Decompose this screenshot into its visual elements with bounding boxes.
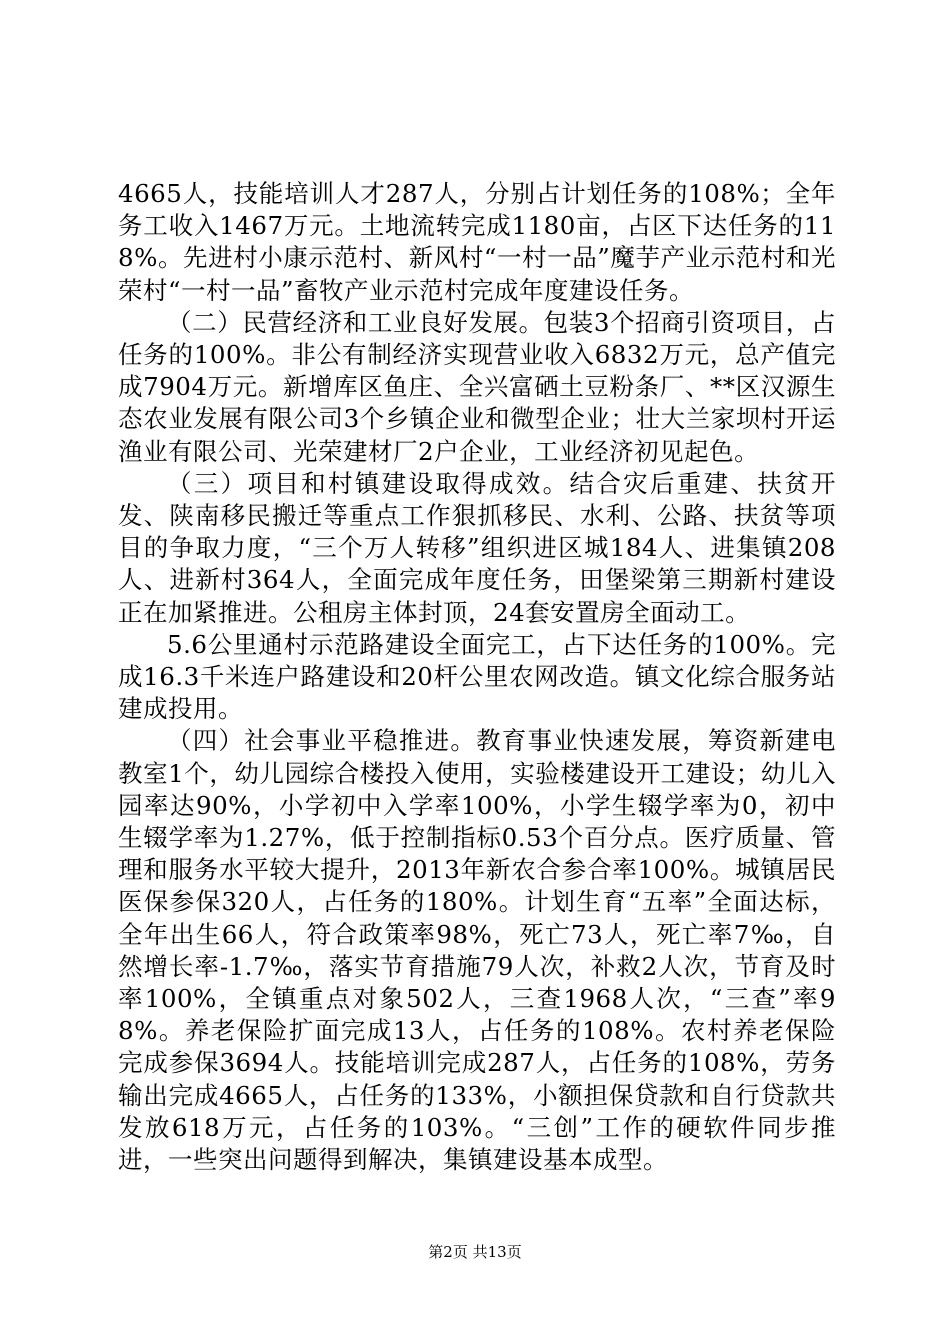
paragraph-social-affairs: （四）社会事业平稳推进。教育事业快速发展，筹资新建电教室1个，幼儿园综合楼投入使用，实验楼建设开工建设；幼儿入园率达90%，小学初中入学率100%，小学生辍学率为0，初中生辍学率为1.27%，低于控制指标0.53个百分点。医疗质量、管理和服务水平较大提升，2013年新农合参合率100%。城镇居民医保参保320人，占任务的180%。计划生育“五率”全面达标，全年出生66人，符合政策率98%，死亡73人，死亡率7‰，自然增长率-1.7‰，落实节育措施79人次，补救2人次，节育及时率100%，全镇重点对象502人，三查1968人次，“三查”率98%。养老保险扩面完成13人，占任务的108%。农村养老保险完成参保3694人。技能培训完成287人，占任务的108%，劳务输出完成4665人，占任务的133%，小额担保贷款和自行贷款共发放618万元，占任务的103%。“三创”工作的硬软件同步推进，一些突出问题得到解决，集镇建设基本成型。: [118, 726, 836, 1175]
page-number-label: 第2页 共13页: [428, 1243, 522, 1261]
page-footer: [0, 1243, 950, 1261]
paragraph-project-construction: （三）项目和村镇建设取得成效。结合灾后重建、扶贫开发、陕南移民搬迁等重点工作狠抓移民、水利、公路、扶贫等项目的争取力度，“三个万人转移”组织进区城184人、进集镇208人、进新村364人，全面完成年度任务，田堡梁第三期新村建设正在加紧推进。公租房主体封顶，24套安置房全面动工。: [118, 468, 836, 627]
paragraph-road-construction: 5.6公里通村示范路建设全面完工，占下达任务的100%。完成16.3千米连户路建设和20杆公里农网改造。镇文化综合服务站建成投用。: [118, 629, 836, 724]
document-body: [118, 178, 836, 1176]
paragraph-private-economy: （二）民营经济和工业良好发展。包装3个招商引资项目，占任务的100%。非公有制经济实现营业收入6832万元，总产值完成7904万元。新增库区鱼庄、全兴富硒土豆粉条厂、**区汉源生态农业发展有限公司3个乡镇企业和微型企业；壮大兰家坝村开运渔业有限公司、光荣建材厂2户企业，工业经济初见起色。: [118, 307, 836, 466]
paragraph-continuation: 4665人，技能培训人才287人，分别占计划任务的108%；全年务工收入1467万元。土地流转完成1180亩，占区下达任务的118%。先进村小康示范村、新风村“一村一品”魔芋产业示范村和光荣村“一村一品”畜牧产业示范村完成年度建设任务。: [118, 179, 836, 305]
